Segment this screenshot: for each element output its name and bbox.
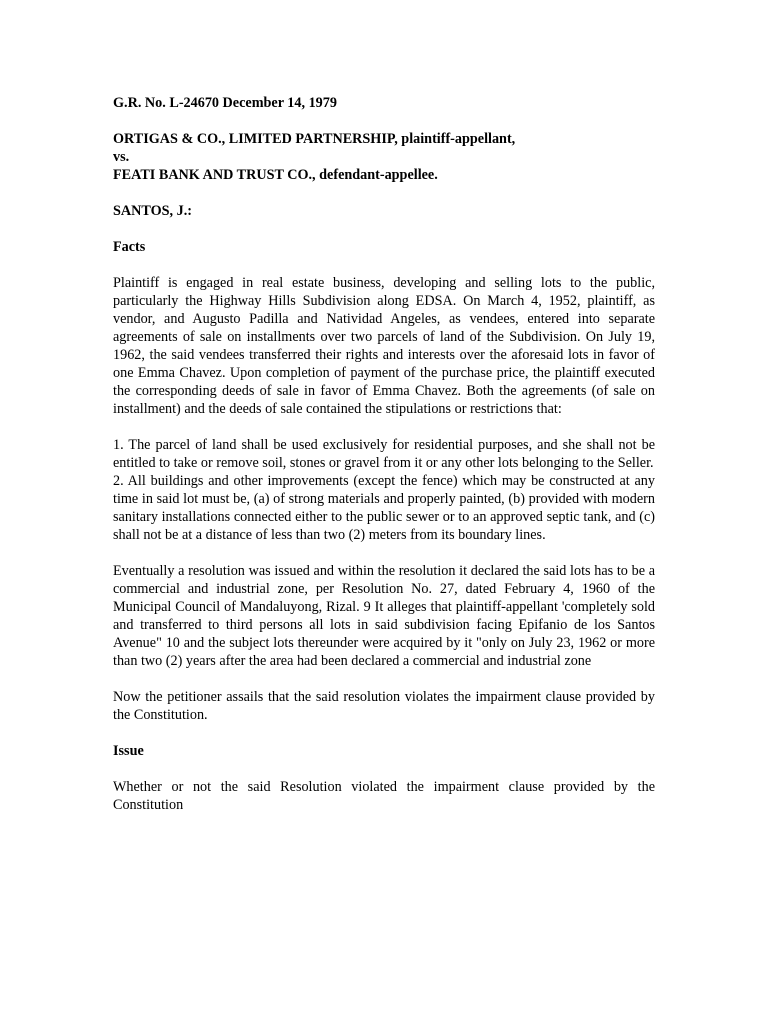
issue-paragraph: Whether or not the said Resolution violated the impairment clause provided by the Constitution (113, 779, 655, 813)
versus-line: vs. (113, 149, 130, 165)
facts-paragraph-1: Plaintiff is engaged in real estate business, developing and selling lots to the public, particularly the Highway Hills Subdivision along EDSA. On March 4, 1952, plaintiff, as vendor, and Augusto Padilla and Natividad Angeles, as vendees, entered into separate agreements of sale on installments over two parcels of land of the Subdivision. On July 19, 1962, the said vendees transferred their rights and interests over the aforesaid lots in favor of one Emma Chavez. Upon completion of payment of the purchase price, the plaintiff executed the corresponding deeds of sale in favor of Emma Chavez. Both the agreements (of sale on installment) and the deeds of sale contained the stipulations or restrictions that: (113, 275, 655, 417)
plaintiff-line: ORTIGAS & CO., LIMITED PARTNERSHIP, plaintiff-appellant, (113, 131, 516, 147)
document-page (113, 94, 655, 814)
ponente: SANTOS, J.: (113, 203, 192, 219)
facts-heading: Facts (113, 239, 146, 255)
facts-paragraph-3: Now the petitioner assails that the said resolution violates the impairment clause provided by the Constitution. (113, 689, 655, 723)
case-number-date: G.R. No. L-24670 December 14, 1979 (113, 95, 337, 111)
facts-paragraph-2: Eventually a resolution was issued and within the resolution it declared the said lots has to be a commercial and industrial zone, per Resolution No. 27, dated February 4, 1960 of the Municipal Council of Mandaluyong, Rizal. 9 It alleges that plaintiff-appellant 'completely sold and transferred to third persons all lots in said subdivision facing Epifanio de los Santos Avenue" 10 and the subject lots thereunder were acquired by it "only on July 23, 1962 or more than two (2) years after the area had been declared a commercial and industrial zone (113, 563, 655, 669)
issue-heading: Issue (113, 743, 144, 759)
restriction-item-1: 1. The parcel of land shall be used exclusively for residential purposes, and she shall not be entitled to take or remove soil, stones or gravel from it or any other lots belonging to the Seller. (113, 437, 655, 471)
restriction-item-2: 2. All buildings and other improvements (except the fence) which may be constructed at any time in said lot must be, (a) of strong materials and properly painted, (b) provided with modern sanitary installations connected either to the public sewer or to an approved septic tank, and (c) shall not be at a distance of less than two (2) meters from its boundary lines. (113, 473, 655, 543)
defendant-line: FEATI BANK AND TRUST CO., defendant-appellee. (113, 167, 438, 183)
